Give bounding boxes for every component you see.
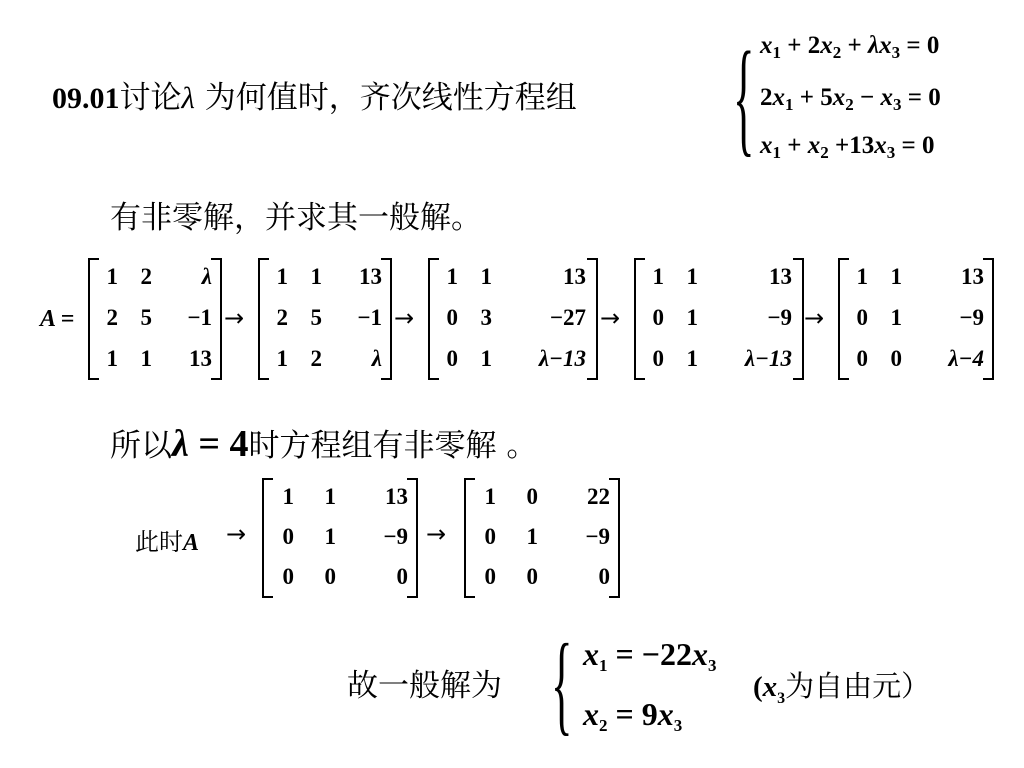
matrix-cell: 1 <box>282 484 294 509</box>
problem-title <box>52 72 577 117</box>
matrix-cell: 1 <box>890 305 902 330</box>
reduced-matrix-1 <box>262 478 418 598</box>
matrix-cell: 5 <box>310 305 322 330</box>
matrix-step-3 <box>428 258 598 380</box>
matrix-cell: 1 <box>686 264 698 290</box>
conclusion-suffix: 时方程组有非零解 。 <box>248 428 538 464</box>
problem-request: 有非零解，并求其一般解。 <box>110 200 482 236</box>
matrix-cell: 0 <box>856 345 868 371</box>
matrix-cell: −1 <box>357 305 382 330</box>
matrix-cell: 1 <box>276 264 288 290</box>
problem-number: 09.01 <box>52 82 120 115</box>
matrix-cell: −9 <box>585 524 610 549</box>
solution-equation-2: $x_2 = 9x_3$ <box>583 696 683 735</box>
matrix-cell: −27 <box>549 305 586 330</box>
matrix-cell: 1 <box>140 345 152 371</box>
conclusion-prefix: 所以 <box>110 428 172 464</box>
matrix-cell: 1 <box>106 345 118 371</box>
system-brace: { <box>733 26 755 168</box>
matrix-cell: 0 <box>324 564 336 589</box>
matrix-step-5 <box>838 258 994 380</box>
matrix-cell: 1 <box>324 484 336 509</box>
matrix-cell: 0 <box>526 564 538 589</box>
reduction-arrow: → <box>600 304 621 332</box>
matrix-cell: 1 <box>856 264 868 290</box>
matrix-cell: λ <box>201 264 212 290</box>
conclusion-line <box>110 420 537 466</box>
matrix-cell: λ−4 <box>948 345 984 371</box>
matrix-cell: 0 <box>598 564 610 589</box>
matrix-cell: 13 <box>563 264 586 290</box>
matrix-cell: 0 <box>396 564 408 589</box>
free-variable-note: ($x_3$为自由元） <box>753 669 931 707</box>
title-lambda: λ <box>181 80 195 115</box>
matrix-cell: −9 <box>767 305 792 330</box>
matrix-cell: 0 <box>282 564 294 589</box>
matrix-cell: 13 <box>769 264 792 290</box>
matrix-cell: 0 <box>484 524 496 549</box>
matrix-cell: 1 <box>526 524 538 549</box>
conclusion-value: = 4 <box>188 423 249 465</box>
reduction-arrow: → <box>394 304 415 332</box>
matrix-cell: 1 <box>652 264 664 290</box>
matrix-cell: 1 <box>276 345 288 371</box>
reduction-arrow: → <box>426 520 447 548</box>
matrix-cell: 0 <box>890 345 902 371</box>
matrix-cell: 1 <box>480 345 492 371</box>
matrix-cell: 0 <box>282 524 294 549</box>
matrix-cell: 2 <box>106 305 118 330</box>
matrix-step-1 <box>88 258 222 380</box>
solution-equation-1: $x_1 = -22x_3$ <box>583 636 717 675</box>
matrix-cell: 5 <box>140 305 152 330</box>
now-a-label: 此时A <box>135 528 200 556</box>
matrix-cell: 0 <box>652 345 664 371</box>
matrix-cell: λ−13 <box>744 345 792 371</box>
matrix-cell: 2 <box>140 264 152 290</box>
matrix-cell: λ <box>371 345 382 371</box>
system-equation-2: $2x_1 + 5x_2 - x_3 = 0$ <box>760 84 941 114</box>
matrix-cell: 1 <box>686 345 698 371</box>
matrix-cell: 0 <box>652 305 664 330</box>
matrix-cell: 0 <box>526 484 538 509</box>
matrix-cell: 1 <box>890 264 902 290</box>
matrix-cell: −9 <box>383 524 408 549</box>
matrix-step-4 <box>634 258 804 380</box>
matrix-cell: 1 <box>324 524 336 549</box>
matrix-cell: 0 <box>446 345 458 371</box>
matrix-cell: 0 <box>484 564 496 589</box>
general-solution-label: 故一般解为 <box>347 668 502 704</box>
matrix-cell: 1 <box>484 484 496 509</box>
solution-brace: { <box>551 622 573 746</box>
matrix-step-2 <box>258 258 392 380</box>
reduction-arrow: → <box>224 304 245 332</box>
matrix-cell: 13 <box>961 264 984 290</box>
reduction-arrow: → <box>226 520 247 548</box>
system-equation-1: $x_1 + 2x_2 + \lambda x_3 = 0$ <box>760 32 940 62</box>
matrix-cell: 2 <box>276 305 288 330</box>
matrix-cell: 1 <box>310 264 322 290</box>
matrix-cell: 13 <box>385 484 408 509</box>
matrix-cell: 0 <box>856 305 868 330</box>
matrix-cell: 13 <box>359 264 382 290</box>
matrix-cell: 1 <box>480 264 492 290</box>
system-equation-3: $x_1 + x_2 +13x_3 = 0$ <box>760 132 935 162</box>
matrix-cell: 1 <box>686 305 698 330</box>
matrix-cell: 3 <box>480 305 492 330</box>
matrix-cell: 13 <box>189 345 212 371</box>
reduction-arrow: → <box>804 304 825 332</box>
matrix-cell: 22 <box>587 484 610 509</box>
conclusion-lambda: λ <box>172 423 189 465</box>
matrix-a-label: A = <box>40 306 75 332</box>
matrix-cell: 2 <box>310 345 322 371</box>
title-text-a: 讨论 <box>119 80 182 116</box>
matrix-cell: 1 <box>106 264 118 290</box>
matrix-cell: −1 <box>187 305 212 330</box>
reduced-matrix-2 <box>464 478 620 598</box>
title-text-b: 为何值时，齐次线性方程组 <box>194 80 577 116</box>
matrix-cell: λ−13 <box>538 345 586 371</box>
matrix-cell: 0 <box>446 305 458 330</box>
matrix-cell: −9 <box>959 305 984 330</box>
matrix-cell: 1 <box>446 264 458 290</box>
